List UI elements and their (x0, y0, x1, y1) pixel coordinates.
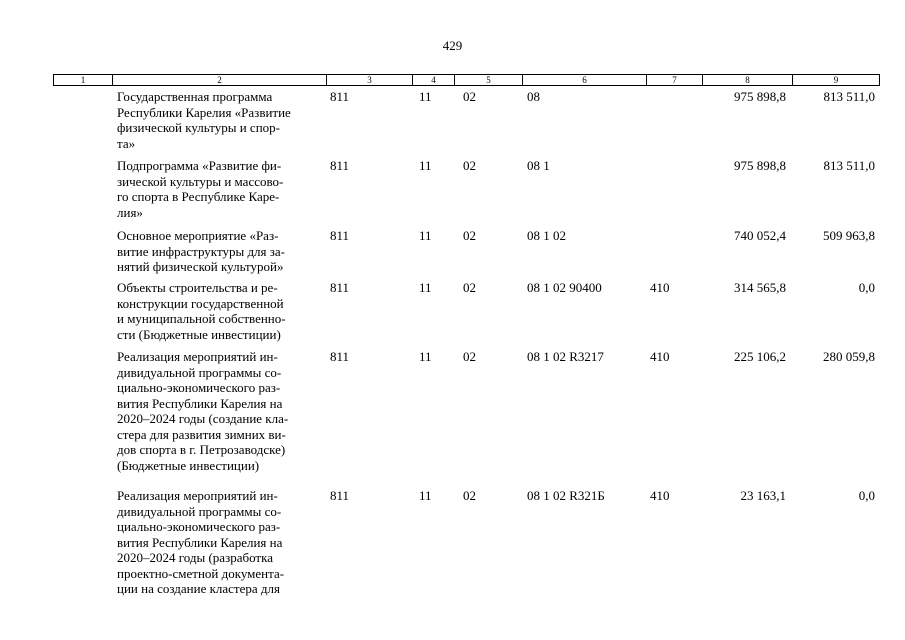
row-cell-col-4: 11 (419, 158, 432, 173)
row-cell-col-6: 08 1 02 90400 (527, 280, 602, 295)
row-name-line: лия» (117, 204, 143, 220)
row-name (117, 228, 327, 275)
row-cell-col-6: 08 1 02 R3217 (527, 349, 604, 364)
table-header (53, 74, 880, 86)
header-col-8: 8 (702, 75, 792, 85)
row-cell-col-8: 314 565,8 (734, 280, 786, 295)
row-cell-col-5: 02 (463, 488, 476, 503)
row-name-line: стера для развития зимних ви- (117, 426, 286, 442)
header-col-7: 7 (646, 75, 702, 85)
row-name-line: 2020–2024 годы (создание кла- (117, 411, 289, 426)
row-cell-col-4: 11 (419, 349, 432, 364)
row-cell-col-6: 08 1 02 R321Б (527, 488, 605, 503)
header-col-2: 2 (112, 75, 326, 85)
row-cell-col-9: 813 511,0 (823, 158, 875, 173)
row-name-line: и муниципальной собственно- (117, 311, 286, 326)
row-cell-col-9: 0,0 (858, 488, 875, 503)
row-name-line: (Бюджетные инвестиции) (117, 457, 260, 473)
row-cell-col-4: 11 (419, 89, 432, 104)
row-cell-col-7: 410 (650, 280, 670, 295)
row-cell-col-7: 410 (650, 488, 670, 503)
page-number: 429 (442, 38, 463, 53)
row-cell-col-3: 811 (330, 280, 350, 295)
row-name-line: нятий физической культурой» (117, 259, 284, 274)
row-name-line: проектно-сметной документа- (117, 565, 285, 581)
row-cell-col-3: 811 (330, 158, 350, 173)
row-name-line: Реализация мероприятий ин- (117, 349, 278, 364)
row-cell-col-8: 23 163,1 (740, 488, 786, 503)
row-cell-col-7: 410 (650, 349, 670, 364)
row-name-line: ции на создание кластера для (117, 581, 280, 596)
row-cell-col-8: 975 898,8 (734, 89, 786, 104)
row-cell-col-4: 11 (419, 228, 432, 243)
row-cell-col-8: 225 106,2 (734, 349, 786, 364)
row-cell-col-3: 811 (330, 228, 350, 243)
row-name-line: дивидуальной программы со- (117, 503, 282, 519)
row-name-line: циально-экономического раз- (117, 519, 281, 534)
row-cell-col-6: 08 1 02 (527, 228, 566, 243)
row-cell-col-3: 811 (330, 89, 350, 104)
header-col-6: 6 (522, 75, 646, 85)
row-name-line: та» (117, 135, 136, 151)
row-name-line: Подпрограмма «Развитие фи- (117, 158, 282, 173)
header-col-3: 3 (326, 75, 412, 85)
row-cell-col-3: 811 (330, 488, 350, 503)
row-cell-col-4: 11 (419, 280, 432, 295)
row-cell-col-9: 280 059,8 (823, 349, 875, 364)
row-cell-col-5: 02 (463, 280, 476, 295)
row-cell-col-9: 509 963,8 (823, 228, 875, 243)
row-name-line: физической культуры и спор- (117, 120, 280, 135)
header-col-5: 5 (454, 75, 522, 85)
row-name-line: вития Республики Карелия на (117, 395, 283, 411)
header-col-1: 1 (80, 75, 86, 85)
row-name-line: циально-экономического раз- (117, 380, 281, 395)
row-name-line: дов спорта в г. Петрозаводске) (117, 442, 286, 457)
row-name-line: дивидуальной программы со- (117, 364, 282, 380)
row-name-line: Реализация мероприятий ин- (117, 488, 278, 503)
header-col-4: 4 (412, 75, 454, 85)
row-name (117, 349, 327, 473)
header-col-9: 9 (792, 75, 879, 85)
row-cell-col-9: 0,0 (858, 280, 875, 295)
row-cell-col-5: 02 (463, 349, 476, 364)
row-cell-col-8: 740 052,4 (734, 228, 786, 243)
row-cell-col-6: 08 (527, 89, 540, 104)
row-cell-col-6: 08 1 (527, 158, 550, 173)
row-cell-col-9: 813 511,0 (823, 89, 875, 104)
row-name-line: Государственная программа (117, 89, 273, 104)
row-name-line: конструкции государственной (117, 295, 284, 311)
row-name-line: Объекты строительства и ре- (117, 280, 278, 295)
row-cell-col-5: 02 (463, 228, 476, 243)
row-cell-col-5: 02 (463, 89, 476, 104)
row-name-line: го спорта в Республике Каре- (117, 189, 280, 204)
row-name-line: 2020–2024 годы (разработка (117, 550, 273, 565)
row-name (117, 89, 327, 151)
row-name (117, 488, 327, 597)
row-name-line: вития Республики Карелия на (117, 534, 283, 550)
row-name (117, 158, 327, 220)
row-name-line: зической культуры и массово- (117, 173, 284, 189)
row-cell-col-8: 975 898,8 (734, 158, 786, 173)
row-cell-col-3: 811 (330, 349, 350, 364)
row-cell-col-4: 11 (419, 488, 432, 503)
row-name (117, 280, 327, 342)
row-name-line: Республики Карелия «Развитие (117, 104, 291, 120)
row-cell-col-5: 02 (463, 158, 476, 173)
row-name-line: витие инфраструктуры для за- (117, 243, 286, 259)
row-name-line: Основное мероприятие «Раз- (117, 228, 279, 243)
row-name-line: сти (Бюджетные инвестиции) (117, 326, 281, 342)
